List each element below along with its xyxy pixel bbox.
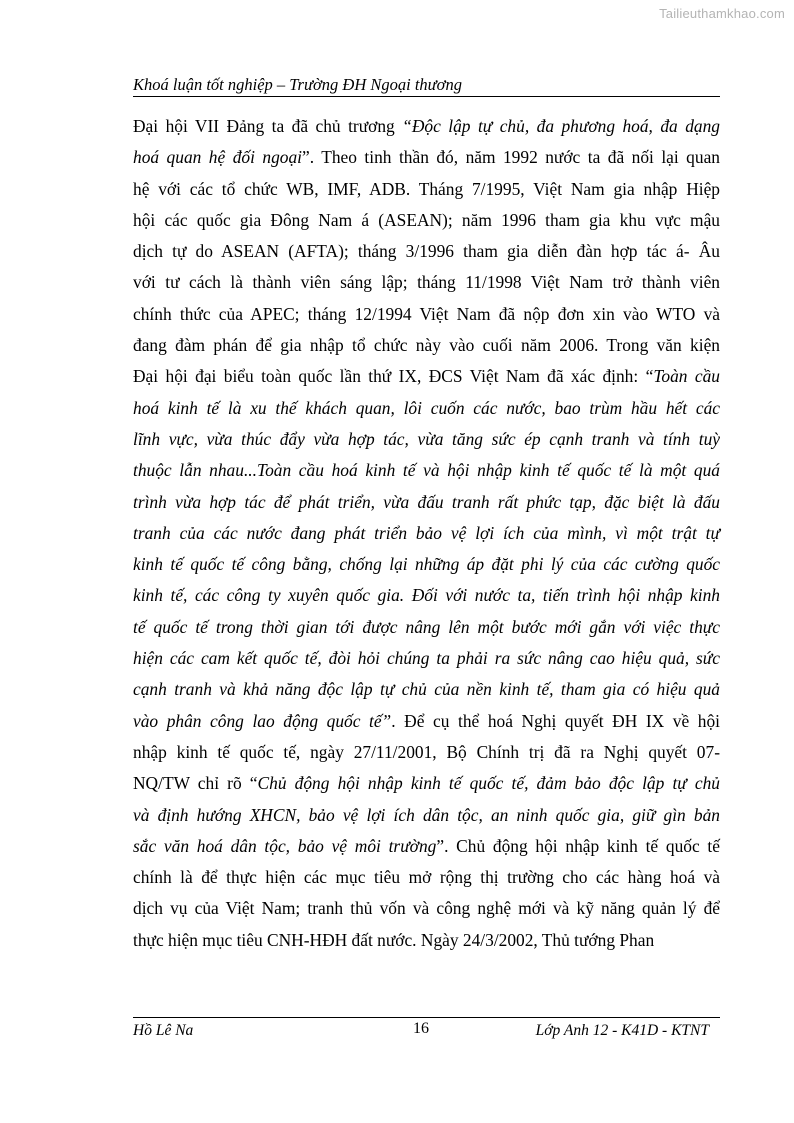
- italic-quote-segment: trình vừa hợp tác để phát triển, vừa đấu tranh rất phức tạp, đặc biệt là đấu: [133, 491, 720, 512]
- text-line: [133, 174, 720, 205]
- text-line: [133, 299, 720, 330]
- text-line: [133, 893, 720, 924]
- text-line: [133, 800, 720, 831]
- text-line: [133, 142, 720, 173]
- italic-quote-segment: cạnh tranh và khả năng độc lập tự chủ của nền kinh tế, tham gia có hiệu quả: [133, 679, 720, 700]
- text-segment: hội các quốc gia Đông Nam á (ASEAN); năm 1996 tham gia khu vực mậu: [133, 209, 720, 230]
- text-line: [133, 831, 720, 862]
- italic-quote-segment: “Độc lập tự chủ, đa phương hoá, đa dạng: [402, 116, 720, 136]
- italic-quote-segment: hoá kinh tế là xu thế khách quan, lôi cuốn các nước, bao trùm hầu hết các: [133, 397, 720, 418]
- italic-quote-segment: vào phân công lao động quốc tế”: [133, 710, 392, 731]
- header-divider: [133, 96, 720, 97]
- text-segment: NQ/TW chỉ rõ “: [133, 773, 258, 794]
- text-line: [133, 737, 720, 768]
- body-paragraph: [133, 111, 720, 956]
- watermark-text: Tailieuthamkhao.com: [659, 6, 785, 21]
- italic-quote-segment: tế quốc tế trong thời gian tới được nâng lên một bước mới gắn với việc thực: [133, 616, 720, 637]
- italic-quote-segment: kinh tế, các công ty xuyên quốc gia. Đối với nước ta, tiến trình hội nhập kinh: [133, 585, 720, 606]
- text-segment: ”. Theo tinh thần đó, năm 1992 nước ta đã nối lại quan: [302, 147, 720, 168]
- text-segment: ”. Chủ động hội nhập kinh tế quốc tế: [436, 835, 720, 856]
- text-line: [133, 580, 720, 611]
- italic-quote-segment: hiện các cam kết quốc tế, đòi hỏi chúng ta phải ra sức nâng cao hiệu quả, sức: [133, 648, 720, 669]
- text-line: [133, 236, 720, 267]
- text-segment: Đại hội VII Đảng ta đã chủ trương: [133, 116, 403, 136]
- text-line: [133, 330, 720, 361]
- text-segment: đang đàm phán để gia nhập tổ chức này vào cuối năm 2006. Trong văn kiện: [133, 335, 720, 356]
- italic-quote-segment: kinh tế quốc tế công bằng, chống lại những áp đặt phi lý của các cường quốc: [133, 554, 720, 575]
- text-segment: chính thức của APEC; tháng 12/1994 Việt Nam đã nộp đơn xin vào WTO và: [133, 303, 720, 324]
- text-line: [133, 674, 720, 705]
- text-line: [133, 487, 720, 518]
- text-line: [133, 925, 720, 956]
- text-segment: dịch tự do ASEAN (AFTA); tháng 3/1996 tham gia diễn đàn hợp tác á- Âu: [133, 241, 720, 262]
- page-header-title: Khoá luận tốt nghiệp – Trường ĐH Ngoại thương: [133, 75, 462, 94]
- text-line: [133, 706, 720, 737]
- footer-class-info: Lớp Anh 12 - K41D - KTNT: [535, 1022, 709, 1039]
- text-segment: hệ với các tổ chức WB, IMF, ADB. Tháng 7/1995, Việt Nam gia nhập Hiệp: [133, 178, 720, 199]
- text-line: [133, 424, 720, 455]
- italic-quote-segment: hoá quan hệ đối ngoại: [133, 147, 302, 168]
- text-line: [133, 612, 720, 643]
- text-segment: dịch vụ của Việt Nam; tranh thủ vốn và công nghệ mới và kỹ năng quản lý để: [133, 898, 720, 919]
- text-line: [133, 205, 720, 236]
- text-line: [133, 393, 720, 424]
- text-line: [133, 361, 720, 392]
- italic-quote-segment: Chủ động hội nhập kinh tế quốc tế, đảm bảo độc lập tự chủ: [257, 773, 720, 794]
- italic-quote-segment: thuộc lẫn nhau...Toàn cầu hoá kinh tế và hội nhập kinh tế quốc tế là một quá: [133, 460, 720, 481]
- text-line: [133, 768, 720, 799]
- text-segment: Đại hội đại biểu toàn quốc lần thứ IX, ĐCS Việt Nam đã xác định: “: [133, 366, 654, 387]
- italic-quote-segment: tranh của các nước đang phát triển bảo vệ lợi ích của mình, vì một trật tự: [133, 522, 720, 543]
- text-line: [133, 518, 720, 549]
- text-segment: với tư cách là thành viên sáng lập; tháng 11/1998 Việt Nam trở thành viên: [133, 272, 720, 293]
- italic-quote-segment: Toàn cầu: [653, 366, 720, 387]
- text-line: [133, 643, 720, 674]
- text-segment: thực hiện mục tiêu CNH-HĐH đất nước. Ngày 24/3/2002, Thủ tướng Phan: [133, 929, 655, 950]
- text-line: [133, 862, 720, 893]
- text-line: [133, 111, 720, 142]
- text-segment: . Để cụ thể hoá Nghị quyết ĐH IX về hội: [391, 710, 720, 731]
- footer-divider: [133, 1017, 720, 1018]
- italic-quote-segment: sắc văn hoá dân tộc, bảo vệ môi trường: [133, 835, 437, 856]
- text-line: [133, 267, 720, 298]
- italic-quote-segment: và định hướng XHCN, bảo vệ lợi ích dân tộc, an ninh quốc gia, giữ gìn bản: [133, 804, 720, 825]
- text-segment: chính là để thực hiện các mục tiêu mở rộng thị trường cho các hàng hoá và: [133, 867, 720, 888]
- text-line: [133, 549, 720, 580]
- page-number: 16: [413, 1020, 429, 1037]
- text-segment: nhập kinh tế quốc tế, ngày 27/11/2001, Bộ Chính trị đã ra Nghị quyết 07-: [133, 741, 720, 762]
- italic-quote-segment: lĩnh vực, vừa thúc đẩy vừa hợp tác, vừa tăng sức ép cạnh tranh và tính tuỳ: [133, 428, 720, 449]
- text-line: [133, 455, 720, 486]
- footer-author: Hồ Lê Na: [133, 1022, 194, 1039]
